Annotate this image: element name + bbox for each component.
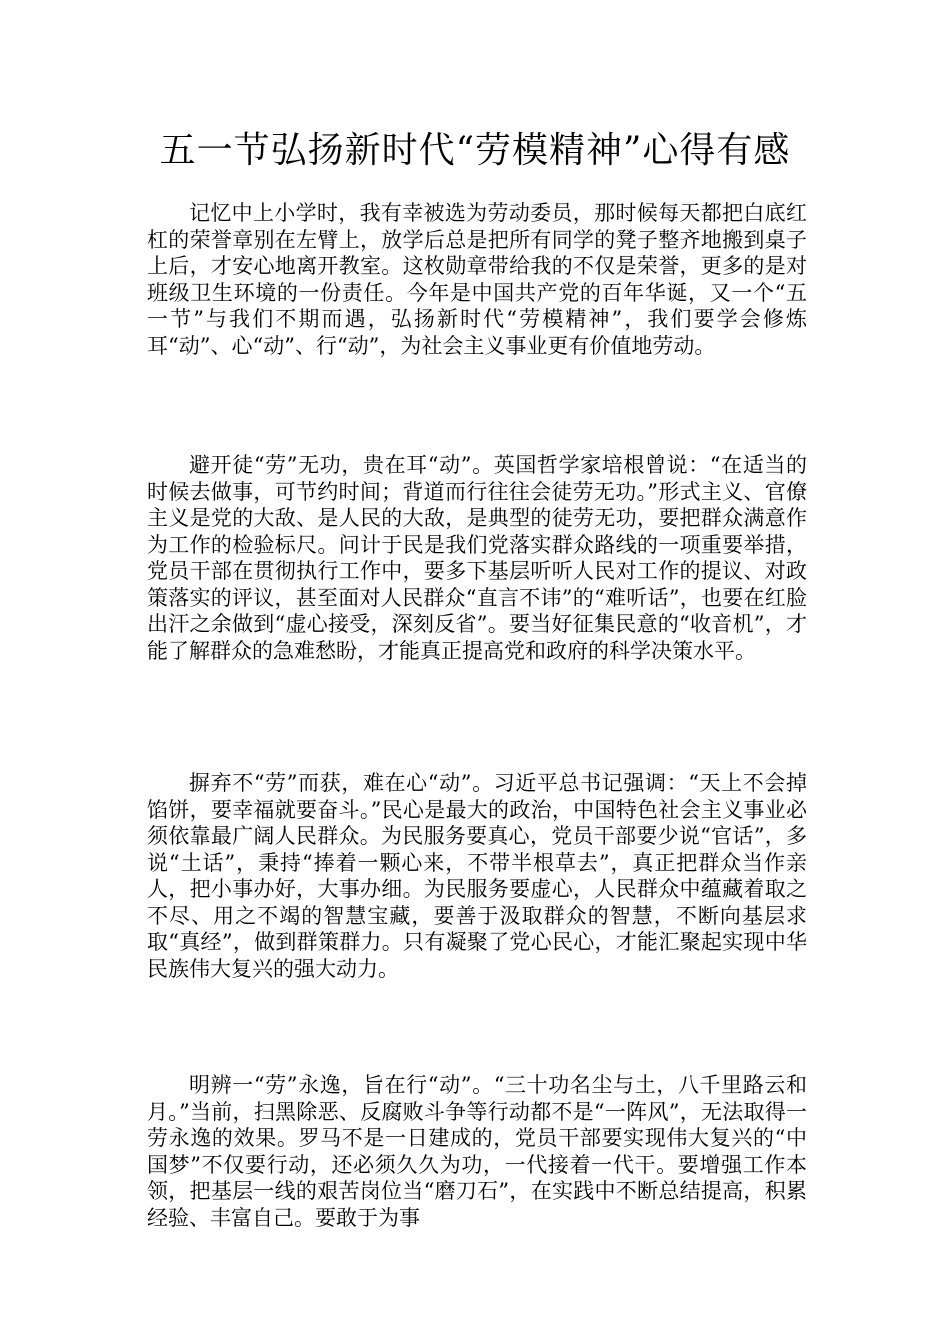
document-title: 五一节弘扬新时代“劳模精神”心得有感: [159, 130, 791, 171]
paragraph-heart-action: 摒弃不“劳”而获，难在心“动”。习近平总书记强调：“天上不会掉馅饼，要幸福就要奋斗。”民心是最大的政治，中国特色社会主义事业必须依靠最广阔人民群众。为民服务要真心，党员干部要少说“官话”，多说“土话”，秉持“捧着一颗心来，不带半根草去”，真正把群众当作亲人，把小事办好，大事办细。为民服务要虚心，人民群众中蕴藏着取之不尽、用之不竭的智慧宝藏，要善于汲取群众的智慧，不断向基层求取“真经”，做到群策群力。只有凝聚了党心民心，才能汇聚起实现中华民族伟大复兴的强大动力。: [147, 771, 807, 981]
paragraph-deed-action: 明辨一“劳”永逸，旨在行“动”。“三十功名尘与土，八千里路云和月。”当前，扫黑除恶、反腐败斗争等行动都不是“一阵风”，无法取得一劳永逸的效果。罗马不是一日建成的，党员干部要实现伟大复兴的“中国梦”不仅要行动，还必须久久为功，一代接着一代干。要增强工作本领，把基层一线的艰苦岗位当“磨刀石”，在实践中不断总结提高，积累经验、丰富自己。要敢于为事: [147, 1073, 807, 1230]
paragraph-ear-action: 避开徒“劳”无功，贵在耳“动”。英国哲学家培根曾说：“在适当的时候去做事，可节约时间；背道而行往往会徒劳无功。”形式主义、官僚主义是党的大敌、是人民的大敌，是典型的徒劳无功，要把群众满意作为工作的检验标尺。问计于民是我们党落实群众路线的一项重要举措，党员干部在贯彻执行工作中，要多下基层听听人民对工作的提议、对政策落实的评议，甚至面对人民群众“直言不讳”的“难听话”，也要在红脸出汗之余做到“虚心接受，深刻反省”。要当好征集民意的“收音机”，才能了解群众的急难愁盼，才能真正提高党和政府的科学决策水平。: [147, 453, 807, 663]
paragraph-intro: 记忆中上小学时，我有幸被选为劳动委员，那时候每天都把白底红杠的荣誉章别在左臂上，放学后总是把所有同学的凳子整齐地搬到桌子上后，才安心地离开教室。这枚勋章带给我的不仅是荣誉，更多的是对班级卫生环境的一份责任。今年是中国共产党的百年华诞，又一个“五一节”与我们不期而遇，弘扬新时代“劳模精神”，我们要学会修炼耳“动”、心“动”、行“动”，为社会主义事业更有价值地劳动。: [147, 201, 807, 358]
